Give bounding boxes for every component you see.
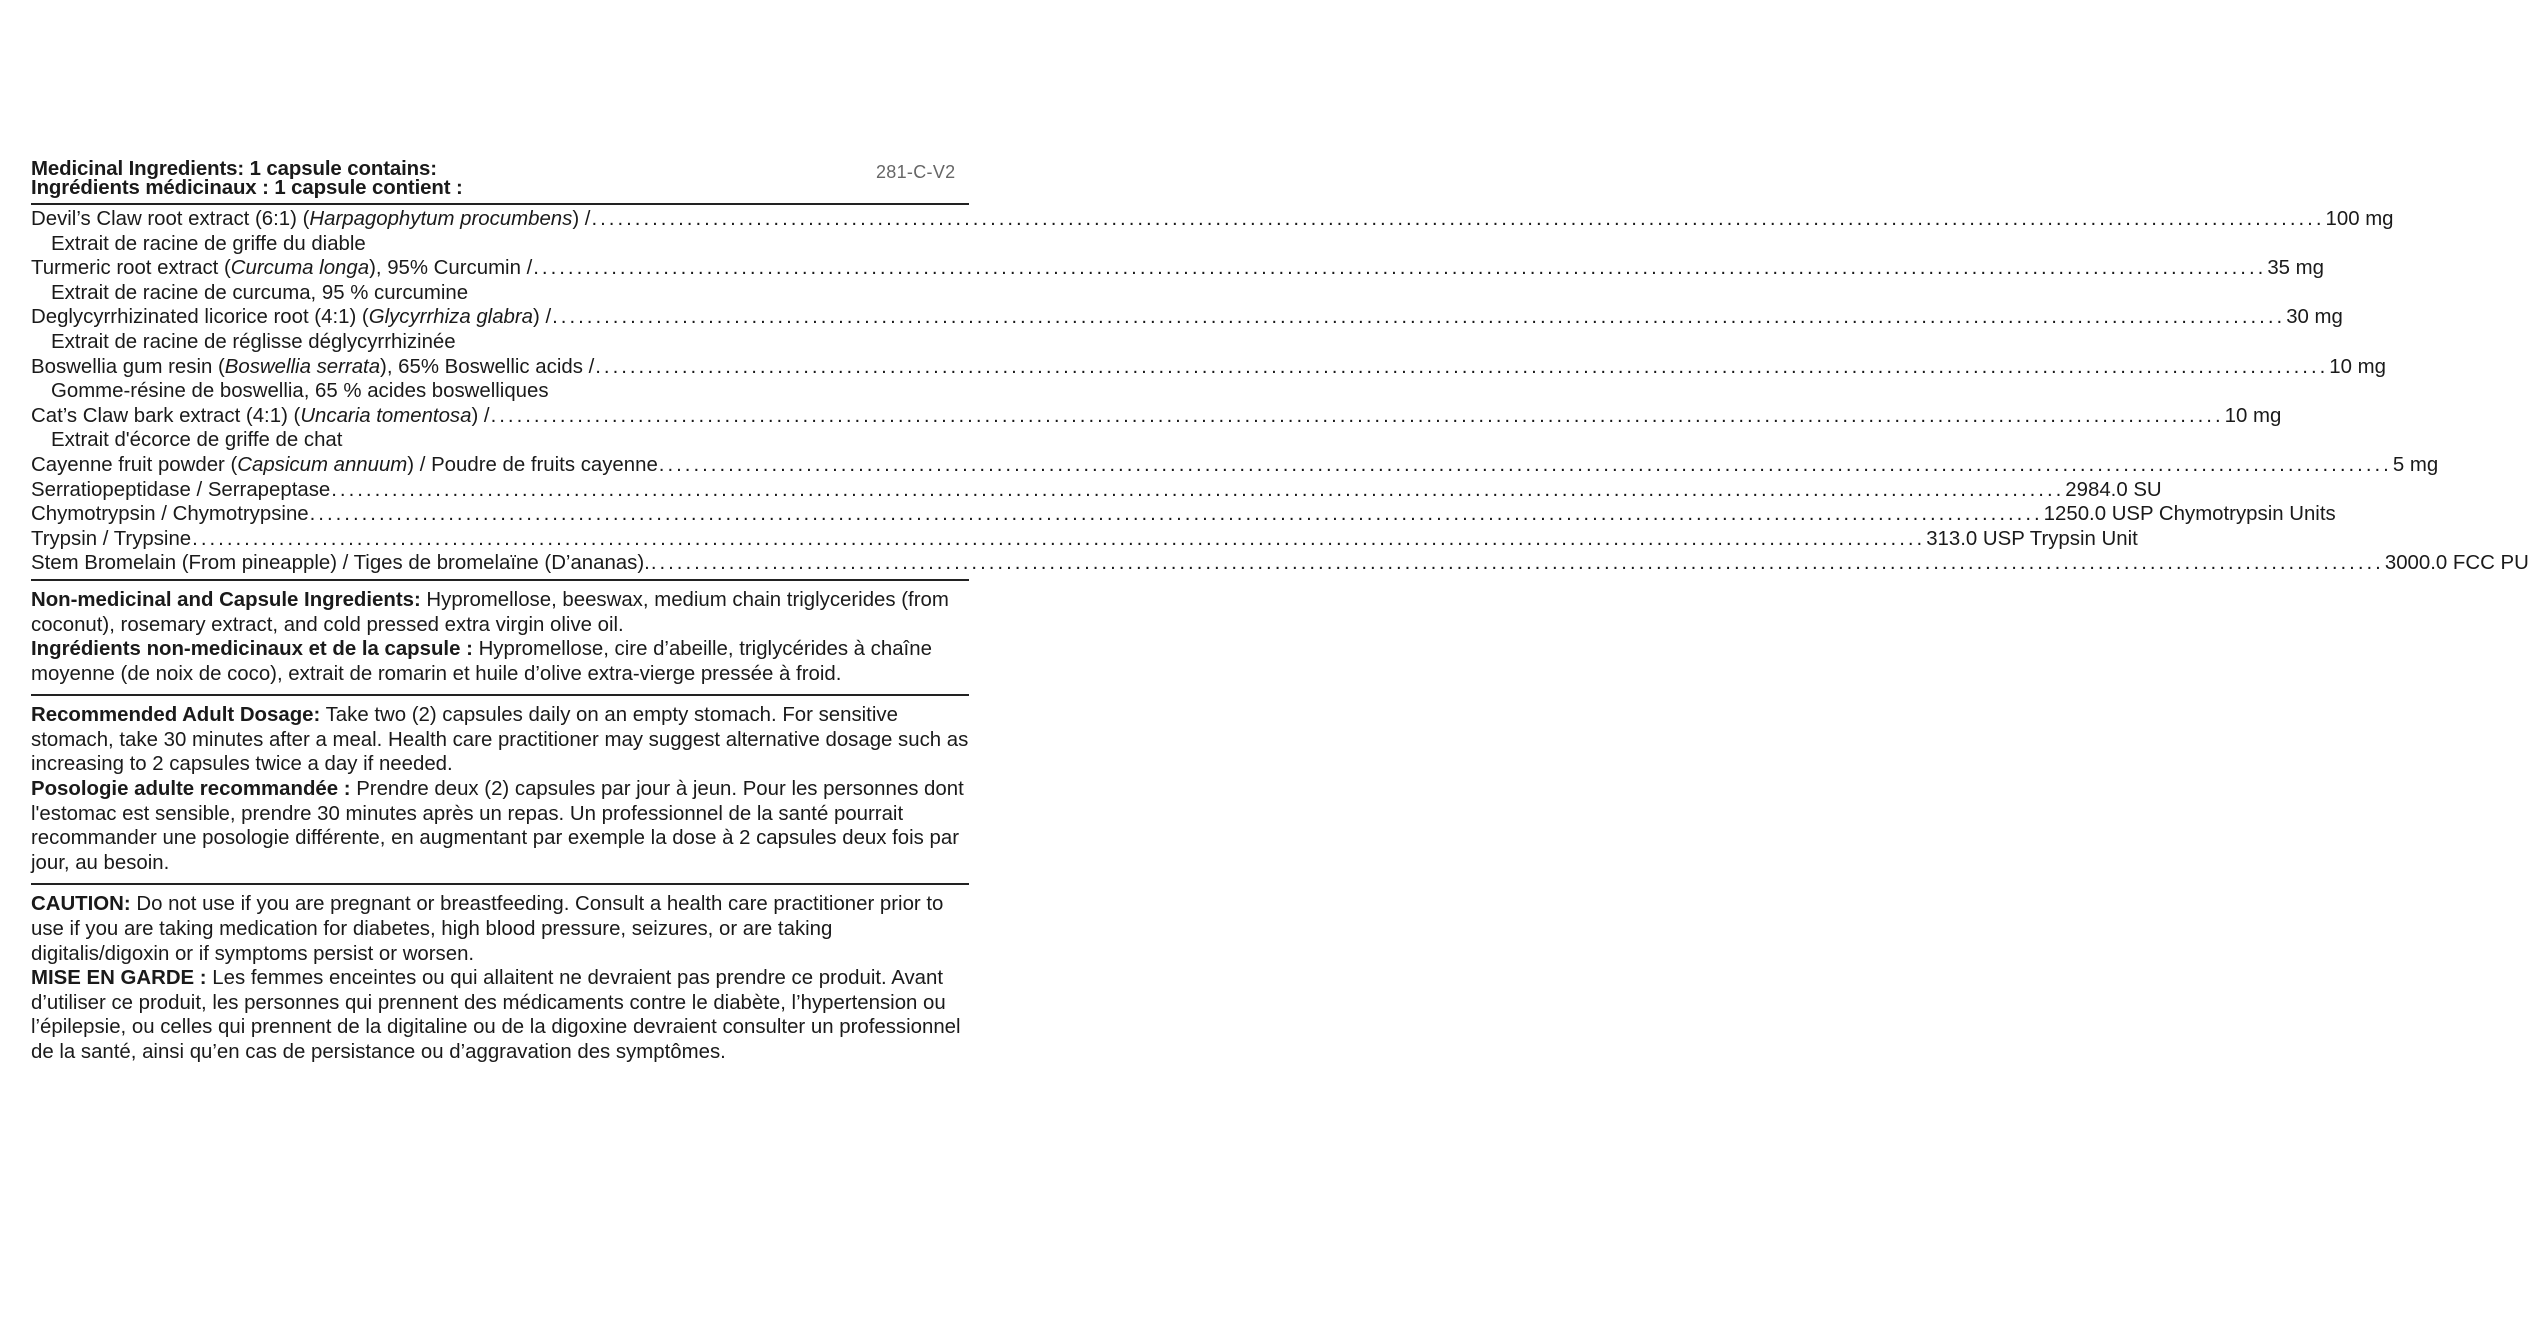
- ingredient-latin-name: Uncaria tomentosa: [300, 404, 472, 427]
- ingredient-name: [31, 551, 650, 576]
- ingredient-name-text: Serratiopeptidase / Serrapeptase: [31, 478, 331, 501]
- ingredient-name: [31, 256, 532, 281]
- ingredient-name: [31, 207, 590, 232]
- ingredient-amount: 5 mg: [2392, 453, 2439, 476]
- ingredient-name-suffix: ), 95% Curcumin /: [369, 257, 533, 280]
- ingredient-amount: 3000.0 FCC PU: [2384, 552, 2529, 575]
- ingredient-name: [31, 527, 191, 552]
- non-medicinal-en: [31, 588, 969, 637]
- ingredient-name-fr: Extrait de racine de griffe du diable: [51, 232, 366, 255]
- caution-en-text: Do not use if you are pregnant or breastfeeding. Consult a health care practitioner prior to use if you are taking medication for diabetes, high blood pressure, seizures, or are taking digitalis/digoxin or if symptoms persist or worsen.: [31, 893, 944, 965]
- dot-leader: ........................................................................................................................................................................................................: [658, 453, 2392, 476]
- caution-fr-text: Les femmes enceintes ou qui allaitent ne devraient pas prendre ce produit. Avant d’utiliser ce produit, les personnes qui prennent des médicaments contre le diabète, l’hypertension ou l’épilepsie, ou celles qui prennent de la digitaline ou de la digoxine devraient consulter un professionnel de la santé, ainsi qu’en cas de persistance ou d’aggravation des symptômes.: [31, 967, 961, 1063]
- dot-leader: ........................................................................................................................................................................................................: [533, 257, 2267, 280]
- ingredient-name: [31, 305, 551, 330]
- supplement-label: [31, 158, 2529, 1073]
- ingredient-row: [31, 207, 2394, 232]
- caution-fr: [31, 966, 969, 1064]
- ingredient-name-suffix: ) /: [471, 404, 490, 427]
- ingredient-name-fr: Extrait d'écorce de griffe de chat: [51, 429, 343, 452]
- dot-leader: ........................................................................................................................................................................................................: [595, 355, 2329, 378]
- ingredient-name: [31, 355, 594, 380]
- ingredient-name: [31, 404, 490, 429]
- ingredient-row: [31, 355, 2386, 380]
- ingredient-row: [31, 256, 2324, 281]
- caution-fr-label: MISE EN GARDE :: [31, 967, 207, 990]
- non-medicinal-fr-label: Ingrédients non-medicinaux et de la capsule :: [31, 638, 473, 661]
- ingredient-latin-name: Harpagophytum procumbens: [309, 208, 573, 230]
- dosage-fr-label: Posologie adulte recommandée :: [31, 778, 351, 801]
- ingredient-amount: 2984.0 SU: [2065, 478, 2162, 501]
- caution-section: [31, 885, 969, 1072]
- ingredient-name-text: Boswellia gum resin (: [31, 355, 225, 378]
- dot-leader: ........................................................................................................................................................................................................: [591, 208, 2325, 230]
- ingredient-name-text: Cat’s Claw bark extract (4:1) (: [31, 404, 301, 427]
- ingredients-list: [31, 205, 2529, 576]
- dot-leader: ........................................................................................................................................................................................................: [192, 527, 1926, 550]
- ingredient-name-text: Turmeric root extract (: [31, 257, 231, 280]
- ingredient-amount: 10 mg: [2329, 355, 2386, 378]
- dot-leader: ........................................................................................................................................................................................................: [331, 478, 2065, 501]
- ingredient-name-text: Deglycyrrhizinated licorice root (4:1) (: [31, 306, 369, 329]
- ingredient-name-fr: Extrait de racine de curcuma, 95 % curcumine: [51, 281, 469, 304]
- caution-en: [31, 892, 969, 966]
- dosage-section: [31, 696, 969, 883]
- ingredient-name-suffix: ) /: [533, 306, 552, 329]
- dot-leader: ........................................................................................................................................................................................................: [309, 503, 2043, 526]
- ingredient-row: [31, 551, 2529, 576]
- ingredient-amount: 1250.0 USP Chymotrypsin Units: [2043, 503, 2336, 526]
- ingredient-latin-name: Curcuma longa: [230, 257, 370, 280]
- dosage-en-text: Take two (2) capsules daily on an empty stomach. For sensitive stomach, take 30 minutes after a meal. Health care practitioner may suggest alternative dosage such as increasing to 2 capsules twice a day if needed.: [31, 704, 969, 776]
- ingredient-amount: 10 mg: [2224, 404, 2282, 427]
- ingredient-row: [31, 453, 2439, 478]
- non-medicinal-fr-text: Hypromellose, cire d’abeille, triglycérides à chaîne moyenne (de noix de coco), extrait de romarin et huile d’olive extra-vierge pressée à froid.: [31, 638, 932, 685]
- ingredient-latin-name: Capsicum annuum: [237, 453, 408, 476]
- ingredient-amount: 35 mg: [2267, 257, 2324, 280]
- dot-leader: ........................................................................................................................................................................................................: [650, 552, 2384, 575]
- ingredient-row: [31, 478, 2162, 503]
- ingredient-latin-name: Boswellia serrata: [224, 355, 381, 378]
- ingredient-name-suffix: ) / Poudre de fruits cayenne: [407, 453, 658, 476]
- ingredient-name-fr: Extrait de racine de réglisse déglycyrrhizinée: [51, 330, 456, 353]
- ingredient-name-text: Trypsin / Trypsine: [31, 527, 192, 550]
- non-medicinal-en-label: Non-medicinal and Capsule Ingredients:: [31, 588, 421, 611]
- caution-en-label: CAUTION:: [31, 893, 131, 916]
- ingredient-row: [31, 305, 2343, 330]
- ingredient-name: [31, 478, 330, 503]
- dot-leader: ........................................................................................................................................................................................................: [552, 306, 2286, 329]
- ingredient-row: [31, 502, 2336, 527]
- ingredient-name-suffix: ), 65% Boswellic acids /: [380, 355, 595, 378]
- ingredient-name-text: Chymotrypsin / Chymotrypsine: [31, 503, 309, 526]
- ingredient-name-text: Cayenne fruit powder (: [31, 453, 238, 476]
- ingredient-name-text: Devil’s Claw root extract (6:1) (: [31, 208, 310, 230]
- ingredient-name: [31, 453, 658, 478]
- ingredient-name: [31, 502, 309, 527]
- ingredient-row: [31, 527, 2138, 552]
- ingredient-amount: 30 mg: [2286, 306, 2343, 329]
- dosage-fr: [31, 777, 969, 875]
- dot-leader: ........................................................................................................................................................................................................: [490, 404, 2224, 427]
- ingredient-name-text: Stem Bromelain (From pineapple) / Tiges de bromelaïne (D’ananas).: [31, 552, 650, 575]
- ingredient-amount: 313.0 USP Trypsin Unit: [1926, 527, 2138, 550]
- ingredient-amount: 100 mg: [2325, 208, 2394, 230]
- non-medicinal-en-text: Hypromellose, beeswax, medium chain triglycerides (from coconut), rosemary extract, and cold pressed extra virgin olive oil.: [31, 588, 949, 636]
- ingredient-name-fr: Gomme-résine de boswellia, 65 % acides boswelliques: [51, 380, 549, 403]
- non-medicinal-section: [31, 581, 969, 694]
- non-medicinal-fr: [31, 637, 969, 686]
- ingredient-latin-name: Glycyrrhiza glabra: [368, 306, 534, 329]
- dosage-fr-text: Prendre deux (2) capsules par jour à jeun. Pour les personnes dont l'estomac est sensible, prendre 30 minutes après un repas. Un professionnel de la santé pourrait recommander une posologie différente, en augmentant par exemple la dose à 2 capsules deux fois par jour, au besoin.: [31, 778, 964, 874]
- dosage-en: [31, 703, 969, 777]
- product-code: 281-C-V2: [876, 162, 956, 182]
- ingredient-row: [31, 404, 2282, 429]
- ingredients-header-fr: Ingrédients médicinaux : 1 capsule contient :: [31, 177, 463, 199]
- ingredients-header-en: Medicinal Ingredients: 1 capsule contains:: [31, 158, 437, 180]
- ingredient-name-suffix: ) /: [572, 208, 591, 230]
- dosage-en-label: Recommended Adult Dosage:: [31, 704, 321, 727]
